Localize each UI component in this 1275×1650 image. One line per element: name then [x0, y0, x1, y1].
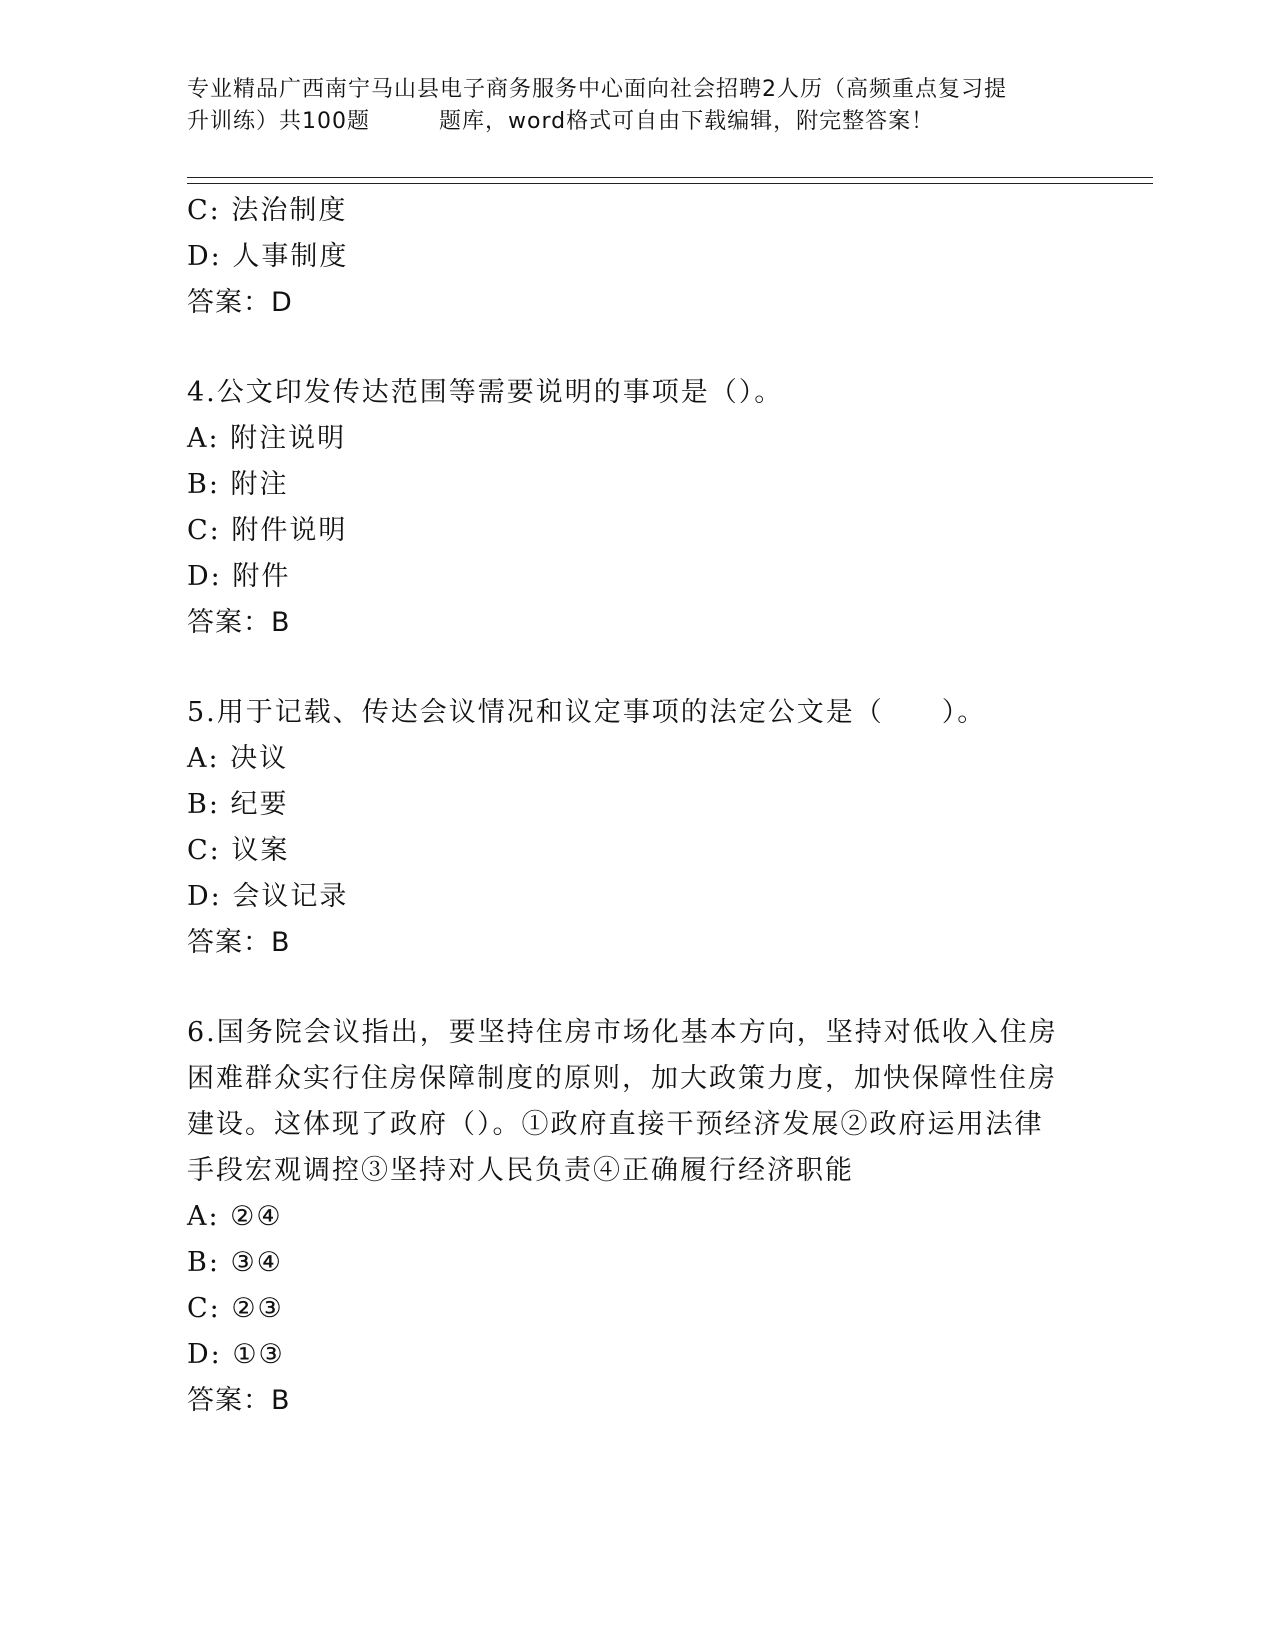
answer: 答案：B: [187, 927, 291, 958]
question-text-line: 6.国务院会议指出，要坚持住房市场化基本方向，坚持对低收入住房: [187, 1017, 1058, 1048]
option-a: A: 附注说明: [187, 423, 347, 454]
option-c: C: 附件说明: [187, 515, 348, 546]
question-text: 5.用于记载、传达会议情况和议定事项的法定公文是（ ）。: [187, 697, 987, 728]
option-d: D: 附件: [187, 561, 291, 592]
header-title-line-1: 专业精品广西南宁马山县电子商务服务中心面向社会招聘2人历（高频重点复习提: [187, 77, 1007, 102]
question-6: [187, 1010, 1067, 1424]
question-5: [187, 690, 1067, 966]
document-body: [187, 188, 1067, 1424]
option-d: D: ①③: [187, 1339, 285, 1370]
option-b: B: 附注: [187, 469, 289, 500]
question-3-continued: [187, 188, 1067, 326]
question-text-line: 困难群众实行住房保障制度的原则，加大政策力度，加快保障性住房: [187, 1063, 1057, 1094]
option-a: A: ②④: [187, 1201, 283, 1232]
header-title-line-2: 升训练）共100题 题库，word格式可自由下载编辑，附完整答案！: [187, 109, 935, 134]
question-text-line: 手段宏观调控③坚持对人民负责④正确履行经济职能: [187, 1155, 854, 1186]
option-c: C: ②③: [187, 1293, 284, 1324]
page-header: [187, 74, 1097, 138]
option-d: D: 会议记录: [187, 881, 349, 912]
answer: 答案：D: [187, 287, 293, 318]
answer: 答案：B: [187, 1385, 291, 1416]
option-b: B: 纪要: [187, 789, 289, 820]
question-text: 4.公文印发传达范围等需要说明的事项是（）。: [187, 377, 784, 408]
option-b: B: ③④: [187, 1247, 283, 1278]
option-a: A: 决议: [187, 743, 289, 774]
option-c: C: 法治制度: [187, 195, 348, 226]
header-divider: [187, 177, 1153, 184]
question-text-line: 建设。这体现了政府（）。①政府直接干预经济发展②政府运用法律: [187, 1109, 1044, 1140]
answer: 答案：B: [187, 607, 291, 638]
option-c: C: 议案: [187, 835, 290, 866]
option-d: D: 人事制度: [187, 241, 349, 272]
question-4: [187, 370, 1067, 646]
